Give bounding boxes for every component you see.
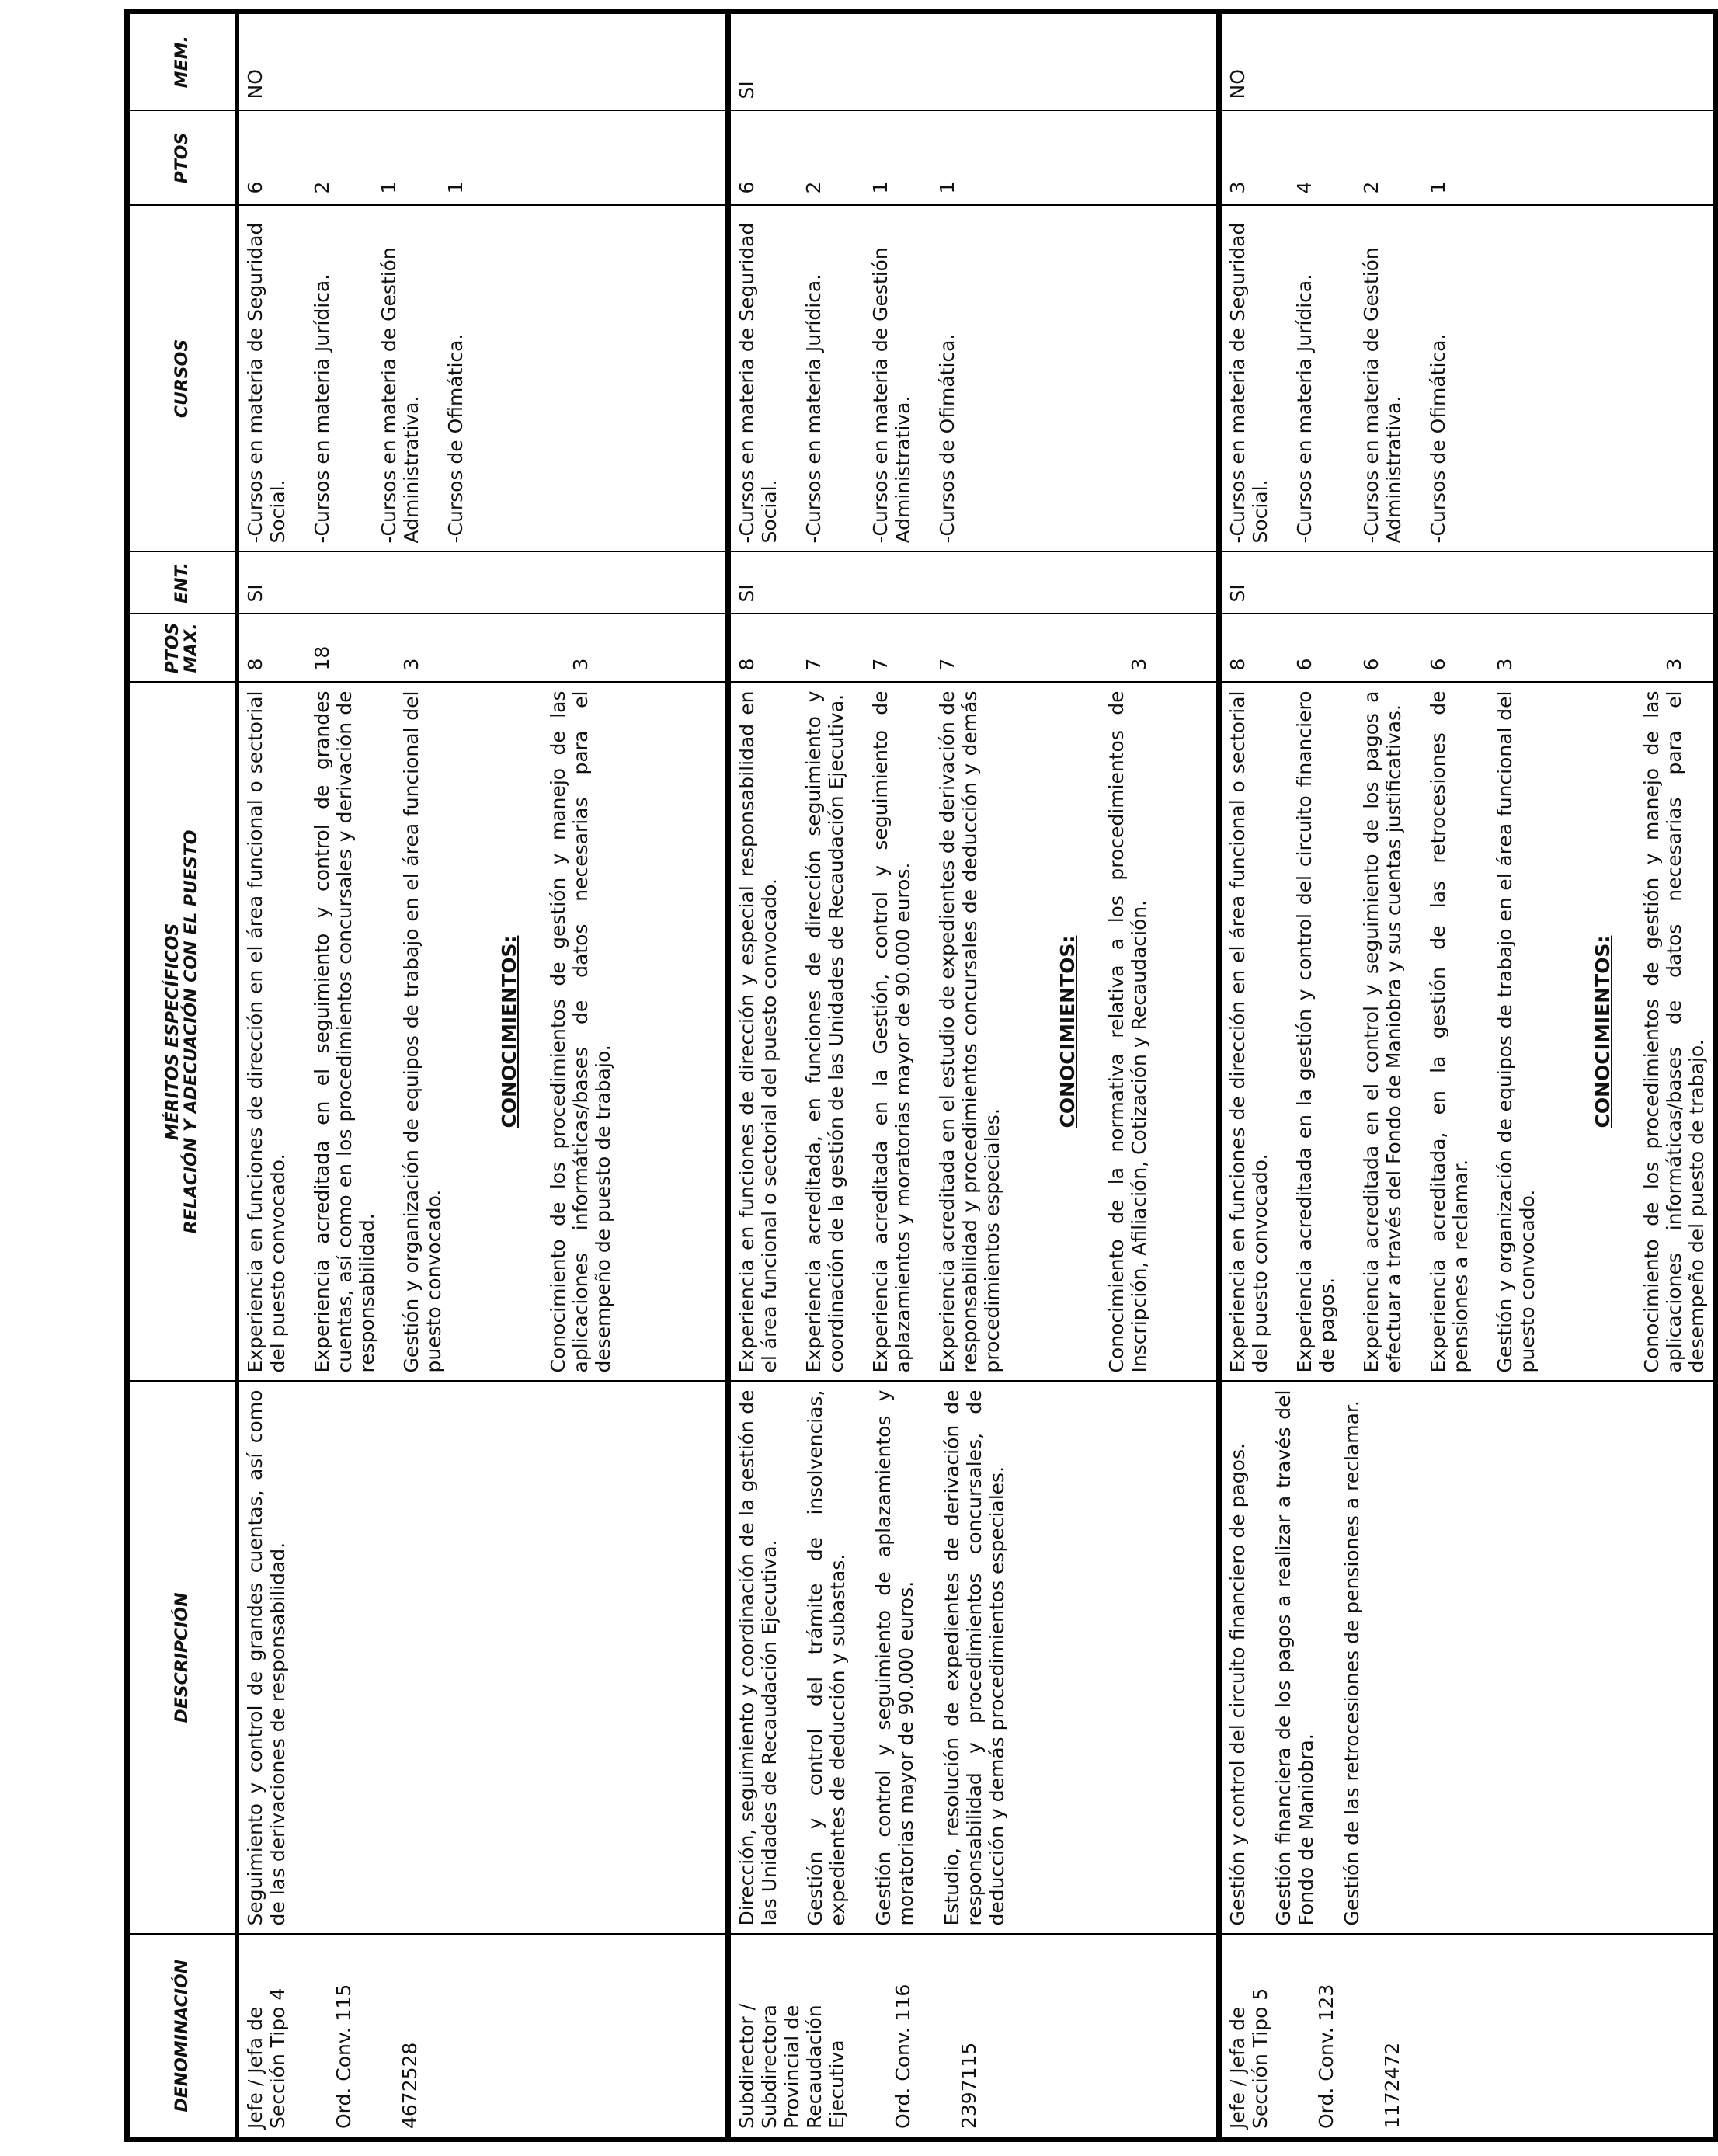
curso-item: -Cursos en materia de Gestión Administrativa. — [377, 247, 423, 544]
merito-paragraph: Experiencia en funciones de dirección y especial responsabilidad en el área funcional o sectorial del puesto convocado. — [736, 690, 781, 1373]
curso-points: 1 — [1427, 181, 1449, 194]
header-meritos-line2: RELACIÓN Y ADECUACIÓN CON EL PUESTO — [182, 829, 201, 1234]
conocimiento-points: 3 — [569, 658, 592, 671]
descripcion-paragraph: Gestión control y seguimiento de aplazamientos y moratorias mayor de 90.000 euros. — [872, 1389, 917, 1926]
descripcion-paragraph: Estudio, resolución de expedientes de derivación de responsabilidad y procedimientos concursales, de deducción y demás procedimientos especiales. — [941, 1389, 1008, 1926]
descripcion-cell — [1219, 1382, 1716, 1935]
descripcion-cell — [729, 1382, 1219, 1935]
curso-item: -Cursos en materia de Seguridad Social. — [1226, 222, 1271, 544]
descripcion-paragraph: Gestión y control del circuito financiero de pagos. — [1226, 1443, 1249, 1926]
cursos-cell — [238, 206, 729, 552]
cursos-points-cell — [1219, 111, 1716, 206]
denominacion-line: 1172472 — [1381, 2042, 1403, 2129]
descripcion-paragraph: Gestión de las retrocesiones de pensiones a reclamar. — [1341, 1400, 1363, 1926]
curso-item: -Cursos en materia Jurídica. — [311, 273, 333, 544]
denominacion-line: 2397115 — [958, 2042, 980, 2129]
denominacion-line: Subdirector / Subdirectora Provincial de Recaudación Ejecutiva — [736, 2004, 848, 2129]
descripcion-paragraph: Dirección, seguimiento y coordinación de la gestión de las Unidades de Recaudación Ejecutiva. — [736, 1389, 781, 1926]
ptos-max-cell — [1219, 614, 1716, 683]
conocimiento-paragraph: Conocimiento de los procedimientos de gestión y manejo de las aplicaciones informáticas/bases de datos necesarias para el desempeño del puesto de trabajo. — [1640, 690, 1708, 1373]
curso-points: 2 — [802, 181, 825, 194]
mem-cell: NO — [238, 12, 729, 111]
ent-cell: SI — [1219, 552, 1716, 614]
table-row — [238, 12, 729, 2140]
curso-points: 1 — [444, 181, 467, 194]
mem-cell: SI — [729, 12, 1219, 111]
header-ptos: PTOS — [127, 111, 238, 206]
ent-cell: SI — [238, 552, 729, 614]
header-ent: ENT. — [127, 552, 238, 614]
merito-points: 8 — [1226, 658, 1249, 671]
header-ptos-max — [127, 614, 238, 683]
table-row — [729, 12, 1219, 2140]
curso-points: 6 — [736, 181, 758, 194]
descripcion-paragraph: Gestión y control del trámite de insolvencias, expedientes de deducción y subastas. — [804, 1389, 849, 1926]
conocimiento-points: 3 — [1128, 658, 1150, 671]
header-meritos — [127, 683, 238, 1382]
merito-points: 6 — [1293, 658, 1316, 671]
curso-item: -Cursos de Ofimática. — [444, 333, 467, 544]
curso-item: -Cursos en materia de Seguridad Social. — [736, 222, 781, 544]
header-cursos: CURSOS — [127, 206, 238, 552]
merito-paragraph: Gestión y organización de equipos de trabajo en el área funcional del puesto convocado. — [400, 690, 445, 1373]
merito-points: 6 — [1360, 658, 1382, 671]
denominacion-line: Jefe / Jefa de Sección Tipo 5 — [1226, 1987, 1271, 2129]
cursos-points-cell — [238, 111, 729, 206]
merito-paragraph: Experiencia acreditada en el control y seguimiento de los pagos a efectuar a través del Fondo de Maniobra y sus cuentas justificativas. — [1360, 690, 1405, 1373]
denominacion-line: Jefe / Jefa de Sección Tipo 4 — [244, 1987, 289, 2129]
denominacion-cell — [238, 1935, 729, 2140]
denominacion-line: Ord. Conv. 115 — [332, 1984, 355, 2129]
curso-points: 1 — [869, 181, 892, 194]
denominacion-line: 4672528 — [398, 2042, 421, 2129]
conocimientos-heading: CONOCIMIENTOS: — [1056, 935, 1079, 1128]
header-denominacion: DENOMINACIÓN — [127, 1935, 238, 2140]
header-ptos-max-line2: MAX. — [182, 623, 201, 673]
denominacion-cell — [729, 1935, 1219, 2140]
merito-paragraph: Experiencia en funciones de dirección en el área funcional o sectorial del puesto convocado. — [1226, 690, 1271, 1373]
curso-points: 2 — [1360, 181, 1382, 194]
merito-paragraph: Experiencia acreditada en la gestión y control del circuito financiero de pagos. — [1293, 690, 1338, 1373]
merito-paragraph: Experiencia acreditada en el estudio de expedientes de derivación de responsabilidad y procedimientos concursales de deducción y demás procedimientos especiales. — [936, 690, 1003, 1373]
curso-item: -Cursos de Ofimática. — [936, 333, 958, 544]
conocimientos-heading: CONOCIMIENTOS: — [1591, 935, 1614, 1128]
merito-points: 7 — [802, 658, 825, 671]
merito-paragraph: Experiencia acreditada en la Gestión, control y seguimiento de aplazamientos y moratorias mayor de 90.000 euros. — [869, 690, 914, 1373]
header-meritos-line1: MÉRITOS ESPECÍFICOS — [163, 923, 183, 1141]
meritos-cell — [729, 683, 1219, 1382]
merito-paragraph: Experiencia acreditada, en funciones de dirección seguimiento y coordinación de la gestión de las Unidades de Recaudación Ejecutiva. — [802, 690, 847, 1373]
curso-item: -Cursos de Ofimática. — [1427, 333, 1449, 544]
merito-paragraph: Experiencia acreditada en el seguimiento y control de grandes cuentas, así como en los procedimientos concursales y derivación de responsabilidad. — [311, 690, 378, 1373]
merito-points: 18 — [311, 645, 333, 671]
ptos-max-cell — [238, 614, 729, 683]
descripcion-paragraph: Gestión financiera de los pagos a realizar a través del Fondo de Maniobra. — [1272, 1389, 1317, 1926]
descripcion-cell — [238, 1382, 729, 1935]
curso-points: 6 — [244, 181, 266, 194]
header-row — [127, 12, 238, 2140]
curso-item: -Cursos en materia Jurídica. — [1293, 273, 1316, 544]
ent-cell: SI — [729, 552, 1219, 614]
conocimiento-paragraph: Conocimiento de los procedimientos de gestión y manejo de las aplicaciones informáticas/bases de datos necesarias para el desempeño de puesto de trabajo. — [547, 690, 614, 1373]
merito-paragraph: Experiencia acreditada, en la gestión de las retrocesiones de pensiones a reclamar. — [1427, 690, 1472, 1373]
denominacion-line: Ord. Conv. 116 — [892, 1984, 914, 2129]
curso-points: 3 — [1226, 181, 1249, 194]
denominacion-line: Ord. Conv. 123 — [1315, 1984, 1337, 2129]
table-body — [238, 12, 1716, 2140]
cursos-points-cell — [729, 111, 1219, 206]
merito-paragraph: Experiencia en funciones de dirección en el área funcional o sectorial del puesto convocado. — [244, 690, 289, 1373]
mem-cell: NO — [1219, 12, 1716, 111]
merito-points: 6 — [1427, 658, 1449, 671]
denominacion-cell — [1219, 1935, 1716, 2140]
header-mem: MEM. — [127, 12, 238, 111]
descripcion-paragraph: Seguimiento y control de grandes cuentas, así como de las derivaciones de responsabilidad. — [244, 1389, 289, 1926]
conocimiento-points: 3 — [1663, 658, 1685, 671]
cursos-cell — [729, 206, 1219, 552]
header-ptos-max-line1: PTOS — [163, 622, 183, 674]
header-descripcion: DESCRIPCIÓN — [127, 1382, 238, 1935]
merito-points: 8 — [736, 658, 758, 671]
merito-points: 7 — [869, 658, 892, 671]
merits-table — [124, 9, 1718, 2142]
curso-item: -Cursos en materia de Seguridad Social. — [244, 222, 289, 544]
merito-points: 3 — [400, 658, 423, 671]
ptos-max-cell — [729, 614, 1219, 683]
curso-points: 4 — [1293, 181, 1316, 194]
table-row — [1219, 12, 1716, 2140]
conocimientos-heading: CONOCIMIENTOS: — [498, 935, 520, 1128]
merito-points: 7 — [936, 658, 958, 671]
curso-points: 1 — [377, 181, 400, 194]
meritos-cell — [238, 683, 729, 1382]
merito-points: 8 — [244, 658, 266, 671]
merito-points: 3 — [1494, 658, 1516, 671]
curso-item: -Cursos en materia Jurídica. — [802, 273, 825, 544]
merito-paragraph: Gestión y organización de equipos de trabajo en el área funcional del puesto convocado. — [1494, 690, 1539, 1373]
curso-points: 1 — [936, 181, 958, 194]
curso-item: -Cursos en materia de Gestión Administrativa. — [1360, 247, 1405, 544]
curso-points: 2 — [311, 181, 333, 194]
conocimiento-paragraph: Conocimiento de la normativa relativa a los procedimientos de Inscripción, Afiliación, Cotización y Recaudación. — [1105, 690, 1150, 1373]
meritos-cell — [1219, 683, 1716, 1382]
cursos-cell — [1219, 206, 1716, 552]
curso-item: -Cursos en materia de Gestión Administrativa. — [869, 247, 914, 544]
